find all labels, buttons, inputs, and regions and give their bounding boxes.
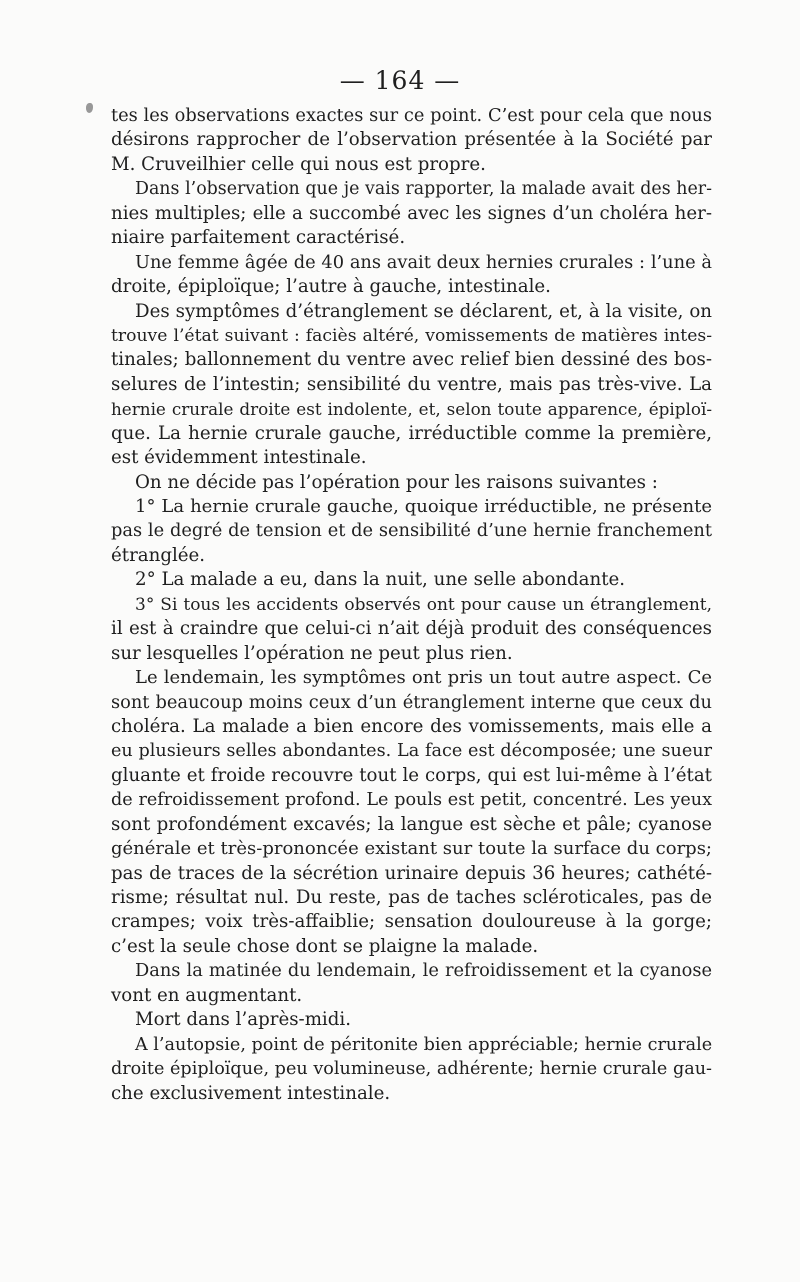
- text-line: che exclusivement intestinale.: [111, 1082, 391, 1104]
- text-line: sont beaucoup moins ceux d’un étranglement interne que ceux du: [111, 691, 712, 713]
- text-line: désirons rapprocher de l’observation présentée à la Société par: [111, 129, 712, 151]
- text-line: c’est la seule chose dont se plaigne la malade.: [111, 935, 539, 957]
- text-line: Mort dans l’après-midi.: [135, 1009, 351, 1031]
- text-line: Dans l’observation que je vais rapporter, la malade avait des her-: [135, 179, 712, 200]
- text-line: générale et très-prononcée existant sur toute la surface du corps;: [111, 838, 712, 860]
- text-line: 2° La malade a eu, dans la nuit, une selle abondante.: [135, 569, 626, 591]
- text-line: A l’autopsie, point de péritonite bien appréciable; hernie crurale: [135, 1034, 713, 1055]
- ink-speck: [86, 103, 93, 113]
- text-line: étranglée.: [111, 544, 206, 566]
- text-line: risme; résultat nul. Du reste, pas de taches scléroticales, pas de: [111, 887, 712, 908]
- text-line: crampes; voix très-affaiblie; sensation douloureuse à la gorge;: [111, 911, 712, 933]
- text-line: selures de l’intestin; sensibilité du ventre, mais pas très-vive. La: [111, 373, 712, 395]
- text-line: il est à craindre que celui-ci n’ait déjà produit des conséquences: [111, 618, 712, 640]
- text-line: eu plusieurs selles abondantes. La face est décomposée; une sueur: [111, 741, 712, 762]
- text-line: 3° Si tous les accidents observés ont pour cause un étranglement,: [135, 594, 712, 615]
- text-line: tinales; ballonnement du ventre avec relief bien dessiné des bos-: [111, 349, 712, 371]
- text-line: Une femme âgée de 40 ans avait deux hernies crurales : l’une à: [135, 251, 712, 273]
- text-line: sur lesquelles l’opération ne peut plus rien.: [111, 642, 513, 664]
- text-line: pas le degré de tension et de sensibilité d’une hernie franchement: [111, 520, 712, 542]
- text-line: pas de traces de la sécrétion urinaire depuis 36 heures; cathété-: [111, 862, 712, 884]
- text-line: est évidemment intestinale.: [111, 447, 367, 469]
- text-line: 1° La hernie crurale gauche, quoique irréductible, ne présente: [135, 496, 712, 517]
- text-line: niaire parfaitement caractérisé.: [111, 227, 406, 249]
- text-line: hernie crurale droite est indolente, et, selon toute apparence, épiploï-: [111, 399, 712, 420]
- text-line: tes les observations exactes sur ce point. C’est pour cela que nous: [111, 105, 712, 126]
- text-line: choléra. La malade a bien encore des vomissements, mais elle a: [111, 715, 712, 737]
- text-line: trouve l’état suivant : faciès altéré, vomissements de matières intes-: [111, 325, 712, 346]
- text-line: Des symptômes d’étranglement se déclarent, et, à la visite, on: [135, 300, 712, 322]
- body-text: [111, 104, 712, 1106]
- text-line: Le lendemain, les symptômes ont pris un tout autre aspect. Ce: [135, 667, 712, 689]
- text-line: que. La hernie crurale gauche, irréductible comme la première,: [111, 422, 712, 444]
- text-line: On ne décide pas l’opération pour les raisons suivantes :: [135, 471, 658, 493]
- text-line: M. Cruveilhier celle qui nous est propre.: [111, 153, 486, 175]
- text-line: Dans la matinée du lendemain, le refroidissement et la cyanose: [135, 960, 712, 982]
- text-line: sont profondément excavés; la langue est sèche et pâle; cyanose: [111, 813, 712, 835]
- text-line: nies multiples; elle a succombé avec les signes d’un choléra her-: [111, 202, 712, 224]
- text-line: gluante et froide recouvre tout le corps, qui est lui-même à l’état: [111, 764, 712, 786]
- text-line: droite, épiploïque; l’autre à gauche, intestinale.: [111, 276, 551, 298]
- text-line: de refroidissement profond. Le pouls est petit, concentré. Les yeux: [111, 790, 712, 811]
- text-line: vont en augmentant.: [111, 984, 303, 1006]
- text-line: droite épiploïque, peu volumineuse, adhérente; hernie crurale gau-: [111, 1059, 712, 1080]
- page-number: — 164 —: [339, 66, 461, 95]
